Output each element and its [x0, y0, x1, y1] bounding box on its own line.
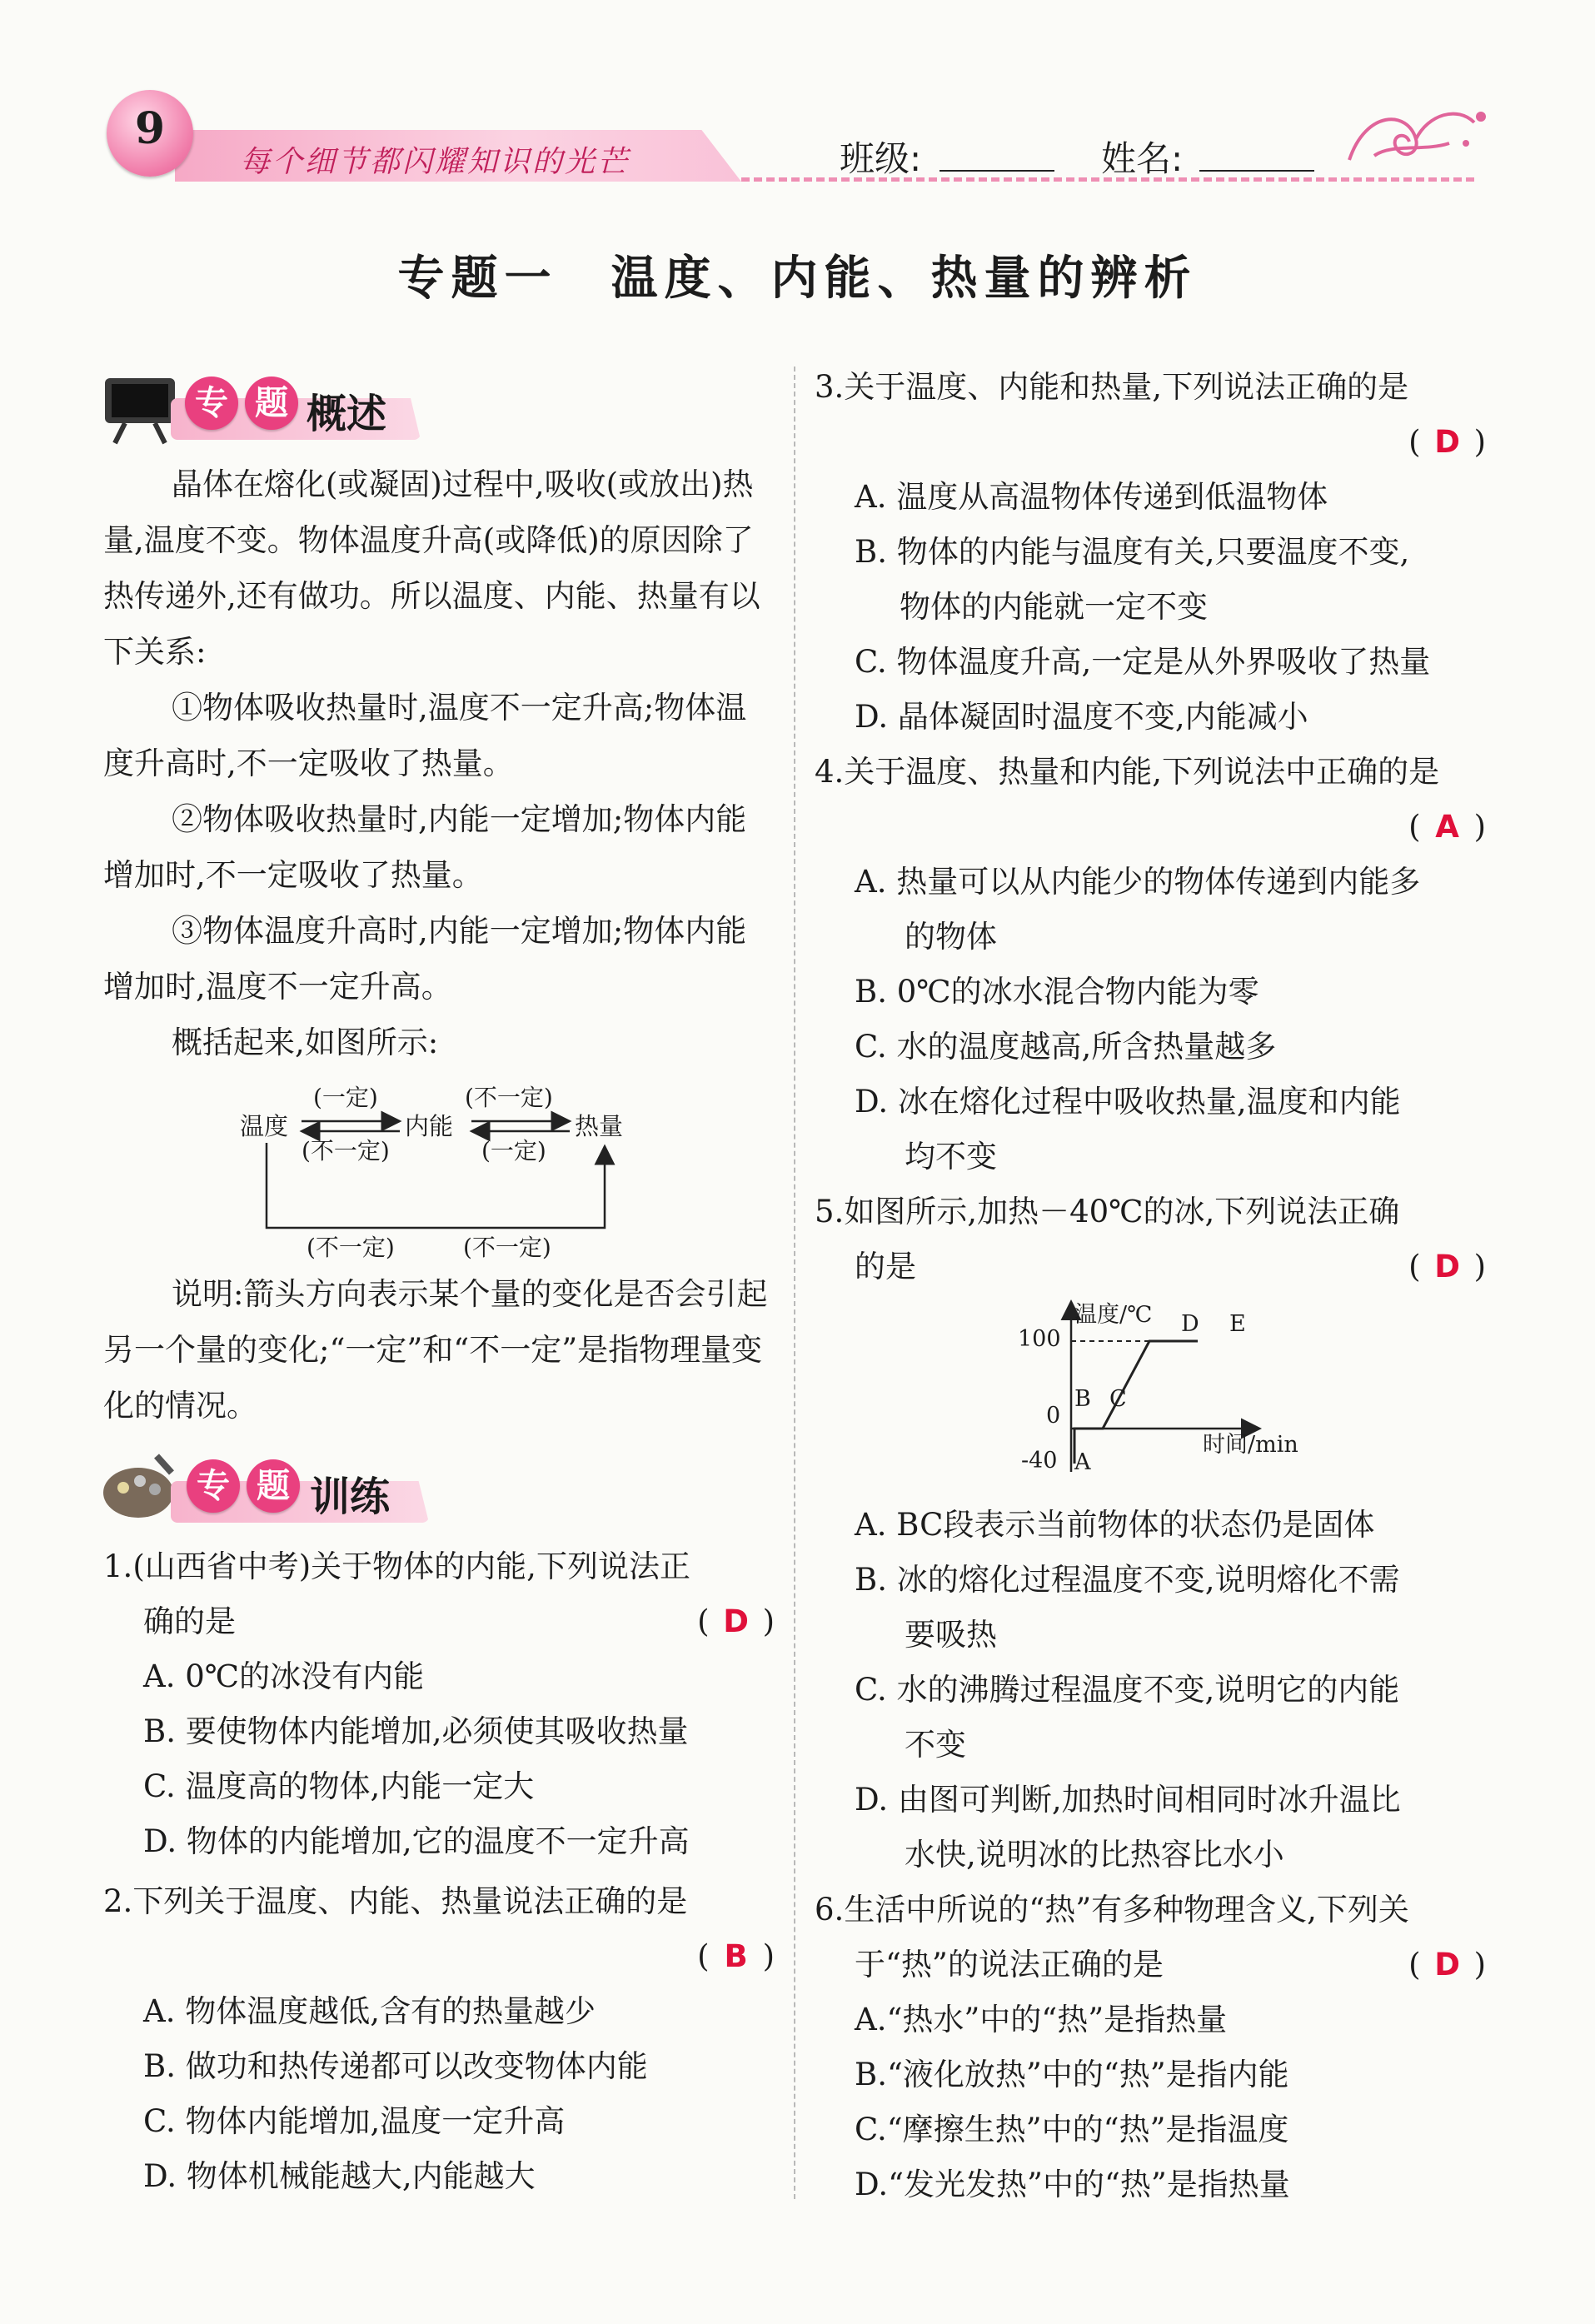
relation-diagram — [233, 1075, 650, 1266]
question-number: 3. — [815, 369, 845, 405]
option-a: A. 物体温度越低,含有的热量越少 — [143, 1993, 596, 2029]
question-6: 6.生活中所说的“热”有多种物理含义,下列关 于“热”的说法正确的是 ( D ) A.“热水”中的“热”是指热量 B.“液化放热”中的“热”是指内能 C.“摩擦生热”中的“热”是指温度 D.“发光发热”中的“热”是指热量 — [815, 1883, 1481, 2212]
question-number: 4. — [815, 754, 845, 790]
question-3: 3.关于温度、内能和热量,下列说法正确的是 ( D ) A. 温度从高温物体传递到低温物体 B. 物体的内能与温度有关,只要温度不变, 物体的内能就一定不变 C. 物体温度升高,一定是从外界吸收了热量 D. 晶体凝固时温度不变,内能减小 — [815, 360, 1481, 745]
training-heading-char-1: 专 — [187, 1459, 240, 1513]
graph-point-c: C — [1109, 1386, 1127, 1412]
option-d: D. 物体机械能越大,内能越大 — [143, 2158, 536, 2194]
page-number: 9 — [134, 103, 166, 154]
question-2: 2.下列关于温度、内能、热量说法正确的是 ( B ) A. 物体温度越低,含有的热量越少 B. 做功和热传递都可以改变物体内能 C. 物体内能增加,温度一定升高 D. 物体机械能越大,内能越大 — [103, 1874, 770, 2204]
option-d: D. 晶体凝固时温度不变,内能减小 — [855, 699, 1308, 735]
answer-mark: D — [1434, 1947, 1460, 1982]
question-number: 2. — [103, 1883, 133, 1919]
graph-ytick-minus40: -40 — [1021, 1448, 1058, 1474]
graph-ytick-100: 100 — [1018, 1326, 1061, 1352]
graph-point-a: A — [1074, 1449, 1091, 1475]
overview-note — [103, 1266, 770, 1434]
flourish-ornament-icon — [1341, 93, 1491, 177]
option-b: B. 0℃的冰水混合物内能为零 — [855, 974, 1259, 1010]
question-5-stem: 5.如图所示,加热－40℃的冰,下列说法正确 的是 ( D ) — [815, 1184, 1481, 1294]
option-a: A.“热水”中的“热”是指热量 — [855, 2002, 1228, 2037]
page-title: 专题一 温度、内能、热量的辨析 — [397, 251, 1198, 306]
header-motto: 每个细节都闪耀知识的光芒 — [240, 145, 631, 179]
question-number: 1. — [103, 1549, 133, 1584]
answer-mark: A — [1435, 809, 1459, 845]
option-a: A. 热量可以从内能少的物体传递到内能多 — [855, 864, 1421, 900]
answer-mark: B — [724, 1938, 748, 1974]
overview-heading-char-2: 题 — [245, 377, 298, 430]
training-heading-char-2: 题 — [247, 1459, 300, 1513]
option-c: C. 水的温度越高,所含热量越多 — [855, 1029, 1277, 1065]
option-b: B. 冰的熔化过程温度不变,说明熔化不需 — [855, 1562, 1400, 1598]
overview-paragraph: ③物体温度升高时,内能一定增加;物体内能增加时,温度不一定升高。 — [103, 913, 747, 1005]
option-c-cont: 不变 — [905, 1727, 966, 1763]
option-b: B. 物体的内能与温度有关,只要温度不变, — [855, 534, 1410, 570]
option-b-cont: 要吸热 — [905, 1617, 997, 1653]
overview-heading: 概述 — [307, 391, 387, 437]
graph-ytick-0: 0 — [1046, 1403, 1061, 1429]
note-text: 说明:箭头方向表示某个量的变化是否会引起另一个量的变化;“一定”和“不一定”是指物理量变化的情况。 — [103, 1276, 768, 1424]
training-heading: 训练 — [310, 1474, 391, 1520]
palette-icon — [98, 1448, 182, 1523]
option-c: C.“摩擦生热”中的“热”是指温度 — [855, 2112, 1289, 2147]
option-a: A. BC段表示当前物体的状态仍是固体 — [855, 1507, 1375, 1543]
question-number: 6. — [815, 1892, 845, 1928]
graph-point-b: B — [1074, 1386, 1091, 1412]
option-a-cont: 的物体 — [905, 919, 997, 955]
option-b: B. 做功和热传递都可以改变物体内能 — [143, 2048, 648, 2084]
tv-screen-icon — [100, 373, 180, 445]
question-stem: 生活中所说的“热”有多种物理含义,下列关 — [844, 1892, 1409, 1928]
question-1: 1.(山西省中考)关于物体的内能,下列说法正 确的是 ( D ) A. 0℃的冰没有内能 B. 要使物体内能增加,必须使其吸收热量 C. 温度高的物体,内能一定大 D. 物体的内能增加,它的温度不一定升高 — [103, 1539, 770, 1869]
label-loop-right: (不一定) — [463, 1234, 551, 1261]
label-top-left: (一定) — [313, 1084, 378, 1111]
overview-paragraph: 概括起来,如图所示: — [172, 1025, 439, 1060]
class-label: 班级: — [840, 138, 922, 179]
option-c: C. 物体内能增加,温度一定升高 — [143, 2103, 566, 2139]
option-a: A. 0℃的冰没有内能 — [143, 1658, 425, 1694]
question-number: 5. — [815, 1194, 845, 1229]
option-c: C. 物体温度升高,一定是从外界吸收了热量 — [855, 644, 1431, 680]
label-loop-left: (不一定) — [307, 1234, 395, 1261]
graph-ylabel: 温度/℃ — [1074, 1302, 1153, 1328]
question-stem: 的是 — [855, 1249, 916, 1284]
answer-mark: D — [723, 1603, 749, 1639]
question-stem: 确的是 — [143, 1603, 236, 1639]
graph-point-d: D — [1181, 1311, 1199, 1337]
option-d-cont: 均不变 — [905, 1139, 997, 1174]
question-stem: 关于温度、内能和热量,下列说法正确的是 — [844, 369, 1409, 405]
node-heat: 热量 — [575, 1112, 624, 1140]
question-stem: (山西省中考)关于物体的内能,下列说法正 — [132, 1549, 690, 1584]
option-d-cont: 水快,说明冰的比热容比水小 — [905, 1837, 1284, 1873]
answer-mark: D — [1434, 1249, 1460, 1284]
question-4: 4.关于温度、热量和内能,下列说法中正确的是 ( A ) A. 热量可以从内能少的物体传递到内能多 的物体 B. 0℃的冰水混合物内能为零 C. 水的温度越高,所含热量越多 D. 冰在熔化过程中吸收热量,温度和内能 均不变 — [815, 745, 1481, 1184]
node-temperature: 温度 — [240, 1112, 289, 1140]
label-top-right: (不一定) — [465, 1084, 553, 1111]
option-d: D. 由图可判断,加热时间相同时冰升温比 — [855, 1782, 1401, 1818]
overview-heading-char-1: 专 — [185, 377, 238, 430]
name-label: 姓名: — [1101, 138, 1184, 179]
overview-paragraph: ①物体吸收热量时,温度不一定升高;物体温度升高时,不一定吸收了热量。 — [103, 690, 747, 781]
node-internal-energy: 内能 — [405, 1112, 454, 1140]
name-field[interactable] — [1199, 170, 1314, 172]
label-bottom-left: (不一定) — [302, 1137, 390, 1164]
option-d: D.“发光发热”中的“热”是指热量 — [855, 2167, 1290, 2202]
column-divider — [794, 367, 795, 2199]
class-field[interactable] — [940, 170, 1054, 172]
graph-point-e: E — [1229, 1311, 1246, 1337]
overview-paragraph: 晶体在熔化(或凝固)过程中,吸收(或放出)热量,温度不变。物体温度升高(或降低)的原因除了热传递外,还有做功。所以温度、内能、热量有以下关系: — [103, 466, 760, 670]
answer-mark: D — [1434, 424, 1460, 460]
option-b-cont: 物体的内能就一定不变 — [900, 589, 1208, 625]
question-stem: 于“热”的说法正确的是 — [855, 1947, 1164, 1982]
option-c: C. 温度高的物体,内能一定大 — [143, 1768, 535, 1804]
question-stem: 下列关于温度、内能、热量说法正确的是 — [132, 1883, 688, 1919]
option-d: D. 冰在熔化过程中吸收热量,温度和内能 — [855, 1084, 1401, 1120]
label-bottom-right: (一定) — [481, 1137, 546, 1164]
option-a: A. 温度从高温物体传递到低温物体 — [855, 479, 1328, 515]
question-5-options — [815, 1498, 1481, 1883]
option-c: C. 水的沸腾过程温度不变,说明它的内能 — [855, 1672, 1400, 1708]
option-d: D. 物体的内能增加,它的温度不一定升高 — [143, 1823, 690, 1859]
overview-text — [103, 456, 770, 1070]
question-stem: 如图所示,加热－40℃的冰,下列说法正确 — [844, 1194, 1400, 1229]
overview-paragraph: ②物体吸收热量时,内能一定增加;物体内能增加时,不一定吸收了热量。 — [103, 801, 747, 893]
option-b: B.“液化放热”中的“热”是指内能 — [855, 2057, 1289, 2092]
question-stem: 关于温度、热量和内能,下列说法中正确的是 — [844, 754, 1440, 790]
graph-xlabel: 时间/min — [1203, 1432, 1298, 1458]
option-b: B. 要使物体内能增加,必须使其吸收热量 — [143, 1713, 689, 1749]
heating-curve — [1074, 1341, 1198, 1464]
